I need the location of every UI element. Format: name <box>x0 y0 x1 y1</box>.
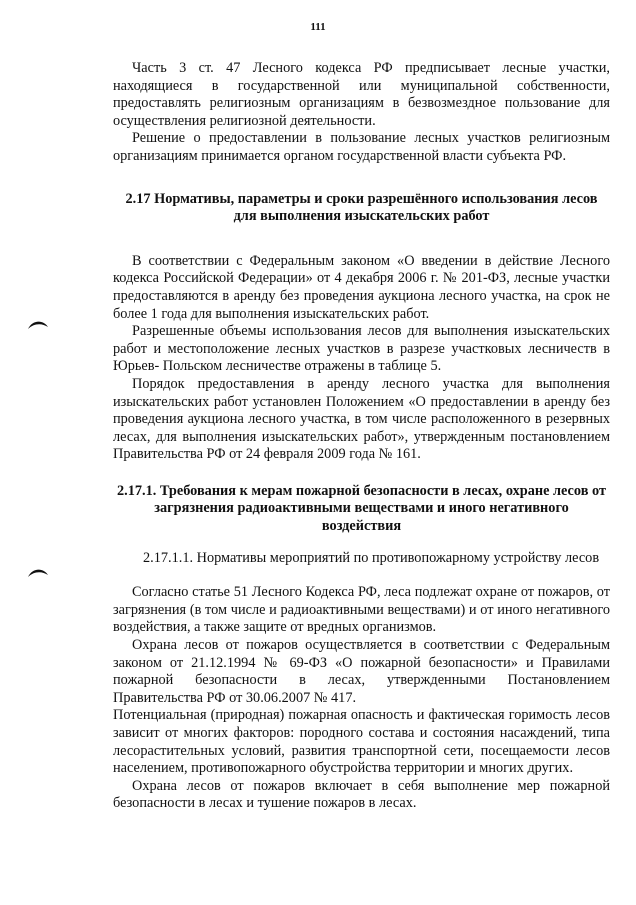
page-number: 111 <box>310 21 326 33</box>
paragraph: Часть 3 ст. 47 Лесного кодекса РФ предписывает лесные участки, находящиеся в государственной или муниципальной собственности, предоставлять религиозным организациям в безвозмездное пользование для осуществления религиозной деятельности. <box>113 60 610 129</box>
section-heading: 2.17 Нормативы, параметры и сроки разрешённого использования лесов для выполнения изыскательских работ <box>125 190 598 225</box>
margin-mark-icon <box>27 566 49 578</box>
paragraph: Решение о предоставлении в пользование лесных участков религиозным организациям принимается органом государственной власти субъекта РФ. <box>113 130 610 164</box>
paragraph: В соответствии с Федеральным законом «О введении в действие Лесного кодекса Российской Федерации» от 4 декабря 2006 г. № 201-ФЗ, лесные участки предоставляются в аренду без проведения аукциона лесного участка, на срок не более 1 года для выполнения изыскательских работ. <box>113 252 610 322</box>
paragraph: Разрешенные объемы использования лесов для выполнения изыскательских работ и местоположение лесных участков в разрезе участковых лесничеств в Юрьев- Польском лесничестве отражены в таблице 5. <box>113 323 610 375</box>
margin-mark-icon <box>27 318 49 330</box>
paragraph: Охрана лесов от пожаров осуществляется в соответствии с Федеральным законом от 21.12.1994 № 69-ФЗ «О пожарной безопасности» и Правилами пожарной безопасности в лесах, утвержденными Постановлением Правительства РФ от 30.06.2007 № 417. <box>113 637 610 706</box>
paragraph: Потенциальная (природная) пожарная опасность и фактическая горимость лесов зависит от многих факторов: породного состава и состояния насаждений, типа лесорастительных условий, развития транспортной сети, посещаемости лесов населением, противопожарного обустройства территории и многих других. <box>113 707 610 777</box>
paragraph: Охрана лесов от пожаров включает в себя выполнение мер пожарной безопасности в лесах и тушение пожаров в лесах. <box>113 777 610 812</box>
paragraph: Согласно статье 51 Лесного Кодекса РФ, леса подлежат охране от пожаров, от загрязнения (в том числе и радиоактивными веществами) и от иного негативного воздействия, а также защите от вредных организмов. <box>113 584 610 636</box>
paragraph: Порядок предоставления в аренду лесного участка для выполнения изыскательских работ установлен Положением «О предоставлении в аренду без проведения аукциона лесного участка, в том числе расположенного в резервных лесах, для выполнения изыскательских работ», утвержденным постановлением Правительства РФ от 24 февраля 2009 года № 161. <box>113 375 610 463</box>
section-heading: 2.17.1. Требования к мерам пожарной безопасности в лесах, охране лесов от загрязнения радиоактивными веществами и иного негативного воздействия <box>117 482 606 535</box>
subsection-heading: 2.17.1.1. Нормативы мероприятий по противопожарному устройству лесов <box>143 549 600 566</box>
document-body <box>113 60 610 813</box>
